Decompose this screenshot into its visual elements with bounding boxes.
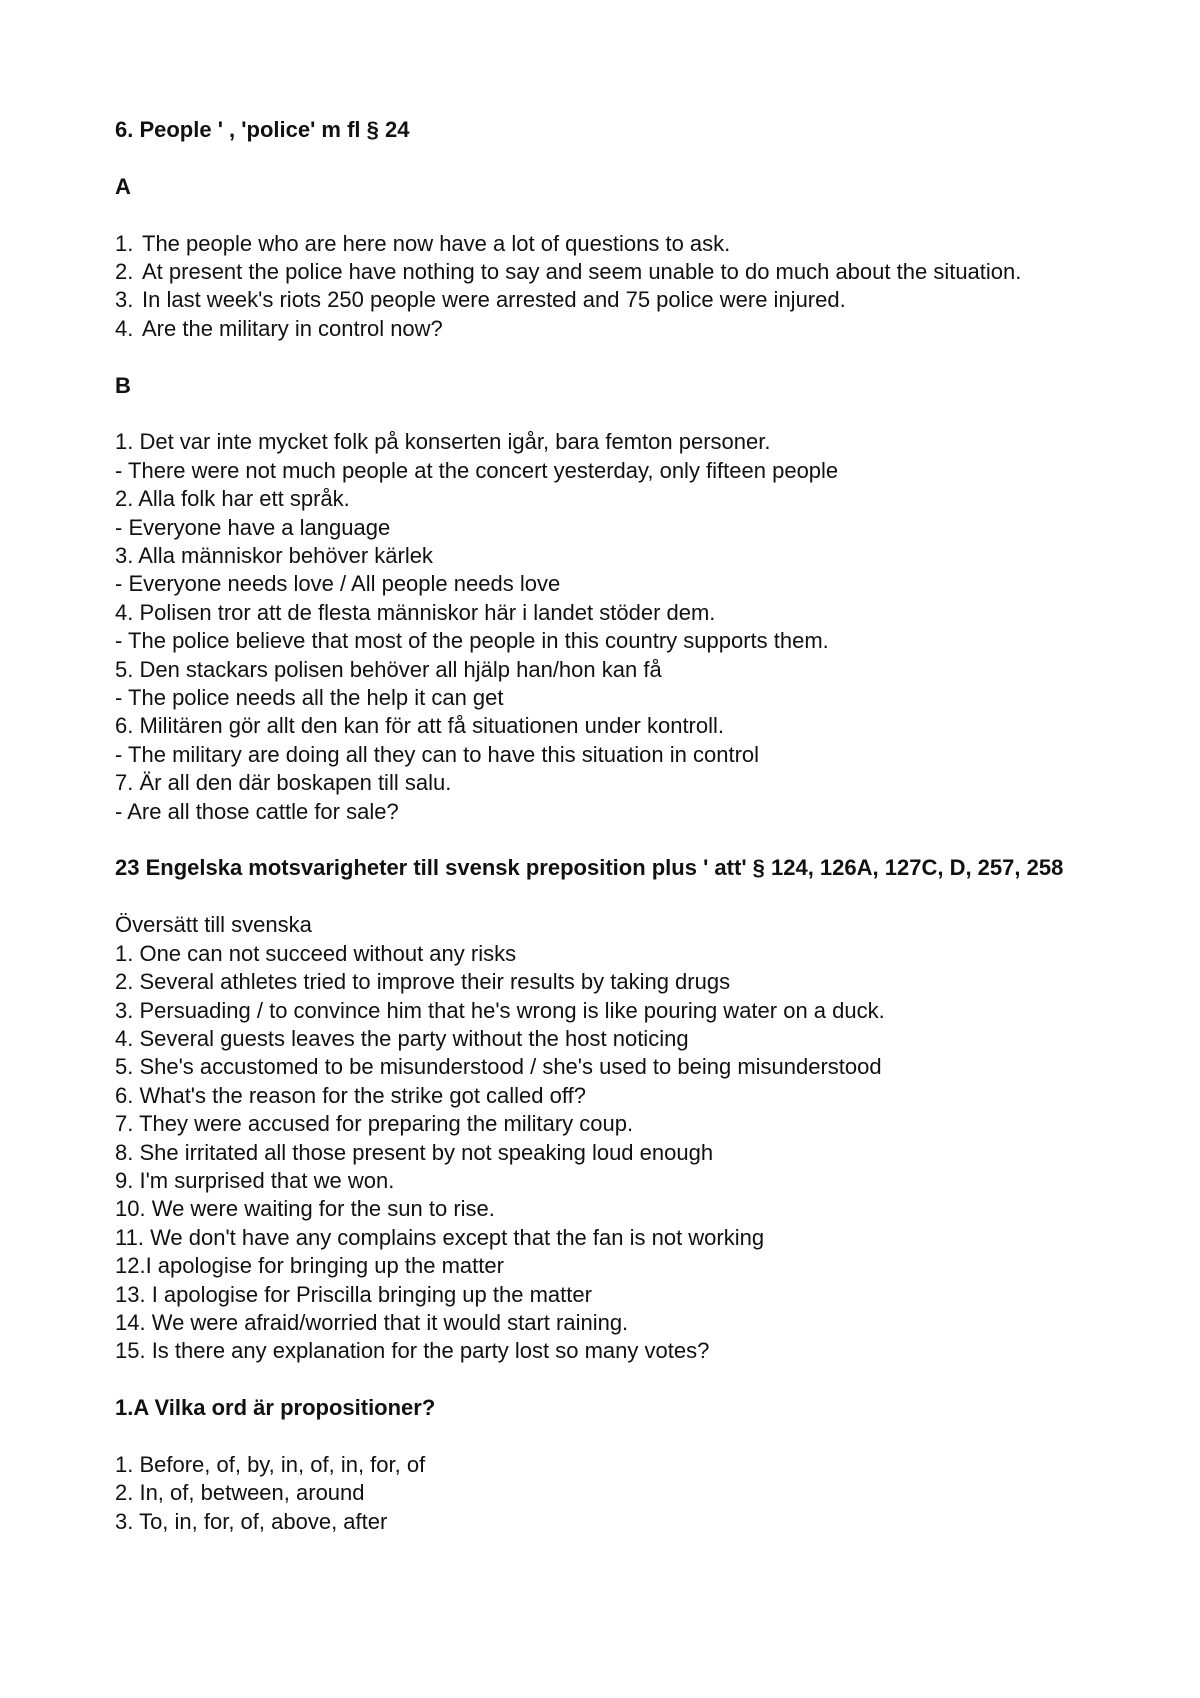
part-a-list	[115, 230, 1075, 344]
part-b-list	[115, 428, 1075, 826]
spacer	[115, 1423, 1075, 1451]
list-item: 2. Alla folk har ett språk.	[115, 486, 350, 512]
list-item: - The police believe that most of the people in this country supports them.	[115, 628, 829, 654]
list-item: - Are all those cattle for sale?	[115, 798, 399, 824]
spacer	[115, 144, 1075, 172]
list-item: - The military are doing all they can to have this situation in control	[115, 741, 760, 767]
list-item: 8. She irritated all those present by not speaking loud enough	[115, 1139, 714, 1165]
list-item: 4. Polisen tror att de flesta människor här i landet stöder dem.	[115, 599, 716, 625]
list-item-text: The people who are here now have a lot of questions to ask.	[142, 230, 731, 256]
list-item-number: 4.	[115, 315, 134, 341]
spacer	[115, 826, 1075, 854]
list-item-number: 3.	[115, 287, 134, 313]
part-a-label: A	[115, 173, 131, 199]
list-item: - There were not much people at the concert yesterday, only fifteen people	[115, 457, 839, 483]
list-item: 9. I'm surprised that we won.	[115, 1167, 395, 1193]
list-item: 2. In, of, between, around	[115, 1480, 365, 1506]
list-item: 1. One can not succeed without any risks	[115, 940, 517, 966]
list-item: 12.I apologise for bringing up the matter	[115, 1253, 504, 1279]
list-item-text: In last week's riots 250 people were arrested and 75 police were injured.	[142, 287, 846, 313]
document-page	[115, 116, 1075, 1536]
list-item: 1. Det var inte mycket folk på konserten igår, bara femton personer.	[115, 429, 771, 455]
list-item	[115, 286, 1075, 314]
list-item: 15. Is there any explanation for the party lost so many votes?	[115, 1338, 710, 1364]
list-item	[115, 315, 1075, 343]
list-item: - The police needs all the help it can get	[115, 685, 504, 711]
list-item: - Everyone needs love / All people needs love	[115, 571, 561, 597]
list-item: 3. Alla människor behöver kärlek	[115, 543, 433, 569]
section-6-heading: 6. People ' , 'police' m fl § 24	[115, 117, 410, 142]
section-23-heading: 23 Engelska motsvarigheter till svensk preposition plus ' att' § 124, 126A, 127C, D, 257, 258	[115, 855, 1064, 881]
list-item: 5. She's accustomed to be misunderstood / she's used to being misunderstood	[115, 1054, 882, 1080]
list-item: 2. Several athletes tried to improve their results by taking drugs	[115, 969, 731, 995]
list-item-text: At present the police have nothing to say and seem unable to do much about the situation.	[142, 259, 1022, 284]
list-item: 1. Before, of, by, in, of, in, for, of	[115, 1451, 426, 1477]
spacer	[115, 343, 1075, 371]
list-item: 11. We don't have any complains except that the fan is not working	[115, 1224, 765, 1250]
spacer	[115, 201, 1075, 229]
list-item: 6. What's the reason for the strike got called off?	[115, 1082, 586, 1108]
list-item: 3. To, in, for, of, above, after	[115, 1508, 388, 1534]
section-23-instruction: Översätt till svenska	[115, 912, 312, 938]
list-item: 5. Den stackars polisen behöver all hjälp han/hon kan få	[115, 656, 662, 682]
list-item	[115, 230, 1075, 258]
list-item: 14. We were afraid/worried that it would start raining.	[115, 1309, 629, 1335]
list-item-number: 2.	[115, 259, 134, 284]
part-b-label: B	[115, 372, 131, 398]
list-item: 3. Persuading / to convince him that he's wrong is like pouring water on a duck.	[115, 997, 885, 1023]
list-item: 6. Militären gör allt den kan för att få situationen under kontroll.	[115, 713, 725, 739]
section-1a-list	[115, 1451, 1075, 1536]
list-item: 13. I apologise for Priscilla bringing up the matter	[115, 1281, 592, 1307]
spacer	[115, 1366, 1075, 1394]
spacer	[115, 400, 1075, 428]
spacer	[115, 883, 1075, 911]
list-item: - Everyone have a language	[115, 514, 391, 540]
list-item: 10. We were waiting for the sun to rise.	[115, 1196, 495, 1222]
list-item-text: Are the military in control now?	[142, 315, 443, 341]
list-item: 4. Several guests leaves the party without the host noticing	[115, 1025, 689, 1051]
section-1a-heading: 1.A Vilka ord är propositioner?	[115, 1395, 436, 1421]
list-item: 7. They were accused for preparing the military coup.	[115, 1111, 634, 1137]
section-23-list	[115, 940, 1075, 1366]
list-item: 7. Är all den där boskapen till salu.	[115, 770, 452, 796]
list-item	[115, 258, 1075, 286]
list-item-number: 1.	[115, 230, 134, 256]
